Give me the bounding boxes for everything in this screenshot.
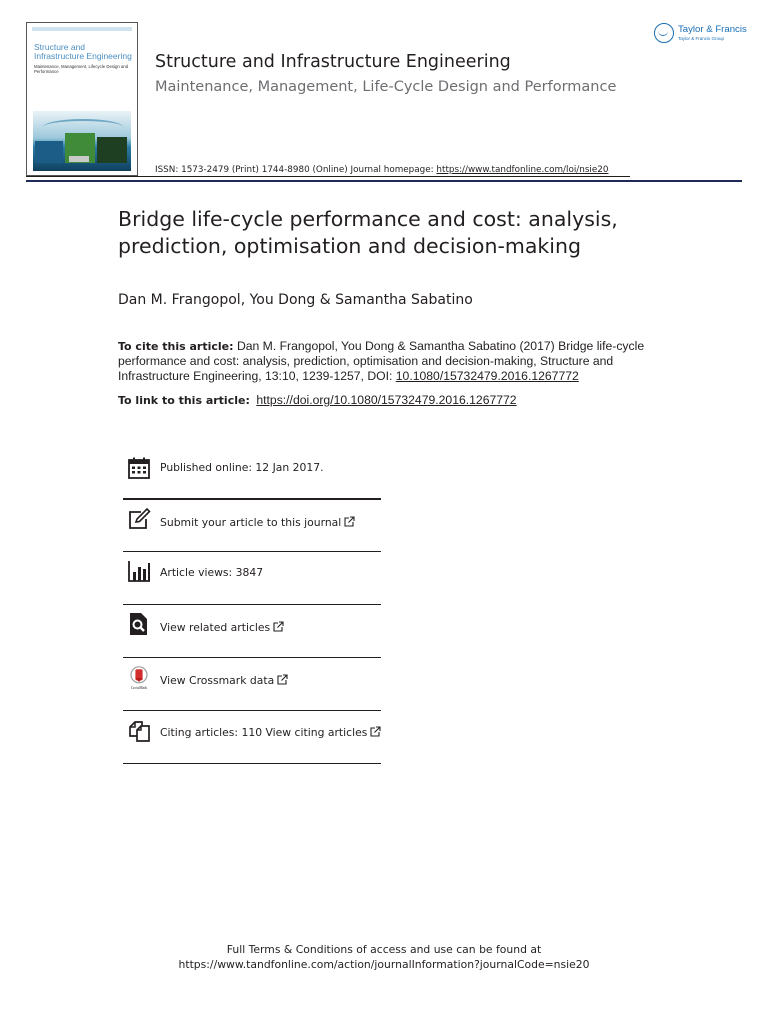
published-online-text: Published online: 12 Jan 2017.: [160, 461, 324, 474]
cite-label: To cite this article:: [118, 340, 234, 353]
row-divider: [123, 763, 381, 764]
row-divider: [123, 657, 381, 658]
submit-article-row[interactable]: [123, 505, 381, 557]
link-line: [118, 393, 517, 407]
article-views-text: Article views: 3847: [160, 566, 264, 579]
row-divider: [123, 498, 381, 500]
crossmark-icon: [127, 666, 151, 690]
citing-articles-label: Citing articles: 110 View citing articles: [160, 726, 368, 739]
published-row: [123, 452, 381, 504]
external-link-icon: [344, 516, 355, 527]
related-articles-label: View related articles: [160, 621, 271, 634]
bar-chart-icon: [127, 559, 151, 583]
crossmark-text[interactable]: [160, 674, 288, 687]
external-link-icon: [370, 726, 381, 737]
edit-icon: [127, 507, 151, 531]
external-link-icon: [277, 674, 288, 685]
issn-text: ISSN: 1573-2479 (Print) 1744-8980 (Online) Journal homepage:: [155, 165, 434, 175]
citation-block: [118, 339, 658, 384]
terms-footer: [0, 942, 768, 972]
cover-top-bar: [32, 27, 132, 31]
cite-text: Dan M. Frangopol, You Dong & Samantha Sabatino (2017) Bridge life-cycle performance and cost: analysis, prediction, optimisation and decision-making, Structure and Infrastructure Engineering, 13:10, 1239-1257, DOI:: [118, 339, 645, 383]
footer-terms-text: Full Terms & Conditions of access and use can be found at: [226, 943, 542, 956]
copy-documents-icon: [127, 719, 151, 743]
issn-line: [155, 165, 608, 175]
row-divider: [123, 710, 381, 711]
doi-link[interactable]: 10.1080/15732479.2016.1267772: [395, 369, 579, 383]
cover-subtitle: Maintenance, Management, Lifecycle Design and Performance: [34, 64, 129, 74]
row-divider: [123, 551, 381, 552]
citing-articles-row[interactable]: [123, 716, 381, 768]
journal-title: Structure and Infrastructure Engineering: [155, 52, 511, 72]
search-document-icon: [127, 612, 151, 636]
crossmark-badge-label: CrossMark: [130, 685, 148, 690]
article-views-row: [123, 557, 381, 609]
related-articles-row[interactable]: [123, 610, 381, 662]
article-title: Bridge life-cycle performance and cost: analysis, prediction, optimisation and decision-making: [118, 207, 618, 258]
journal-subtitle: Maintenance, Management, Life-Cycle Design and Performance: [155, 79, 617, 95]
publisher-name: Taylor & Francis: [678, 24, 747, 35]
citing-articles-text[interactable]: [160, 726, 381, 739]
submit-article-label: Submit your article to this journal: [160, 516, 342, 529]
row-divider: [123, 604, 381, 605]
article-authors: Dan M. Frangopol, You Dong & Samantha Sabatino: [118, 292, 473, 308]
related-articles-text[interactable]: [160, 621, 284, 634]
submit-article-text[interactable]: [160, 516, 355, 529]
external-link-icon: [273, 621, 284, 632]
taylor-francis-icon: [654, 23, 674, 43]
journal-homepage-link[interactable]: https://www.tandfonline.com/loi/nsie20: [436, 165, 609, 175]
header-rule: [26, 180, 742, 182]
crossmark-label: View Crossmark data: [160, 674, 275, 687]
journal-cover-image: [26, 22, 138, 176]
article-doi-url-link[interactable]: https://doi.org/10.1080/15732479.2016.1267772: [256, 393, 517, 407]
calendar-icon: [127, 456, 151, 480]
crossmark-row[interactable]: [123, 664, 381, 716]
footer-terms-url[interactable]: https://www.tandfonline.com/action/journalInformation?journalCode=nsie20: [178, 958, 590, 971]
cover-photo: [33, 111, 131, 171]
link-label: To link to this article:: [118, 394, 250, 407]
header-thin-rule: [26, 176, 630, 177]
publisher-group: Taylor & Francis Group: [678, 36, 725, 41]
cover-title: Structure and Infrastructure Engineering: [34, 42, 132, 61]
publisher-logo[interactable]: [654, 22, 746, 48]
